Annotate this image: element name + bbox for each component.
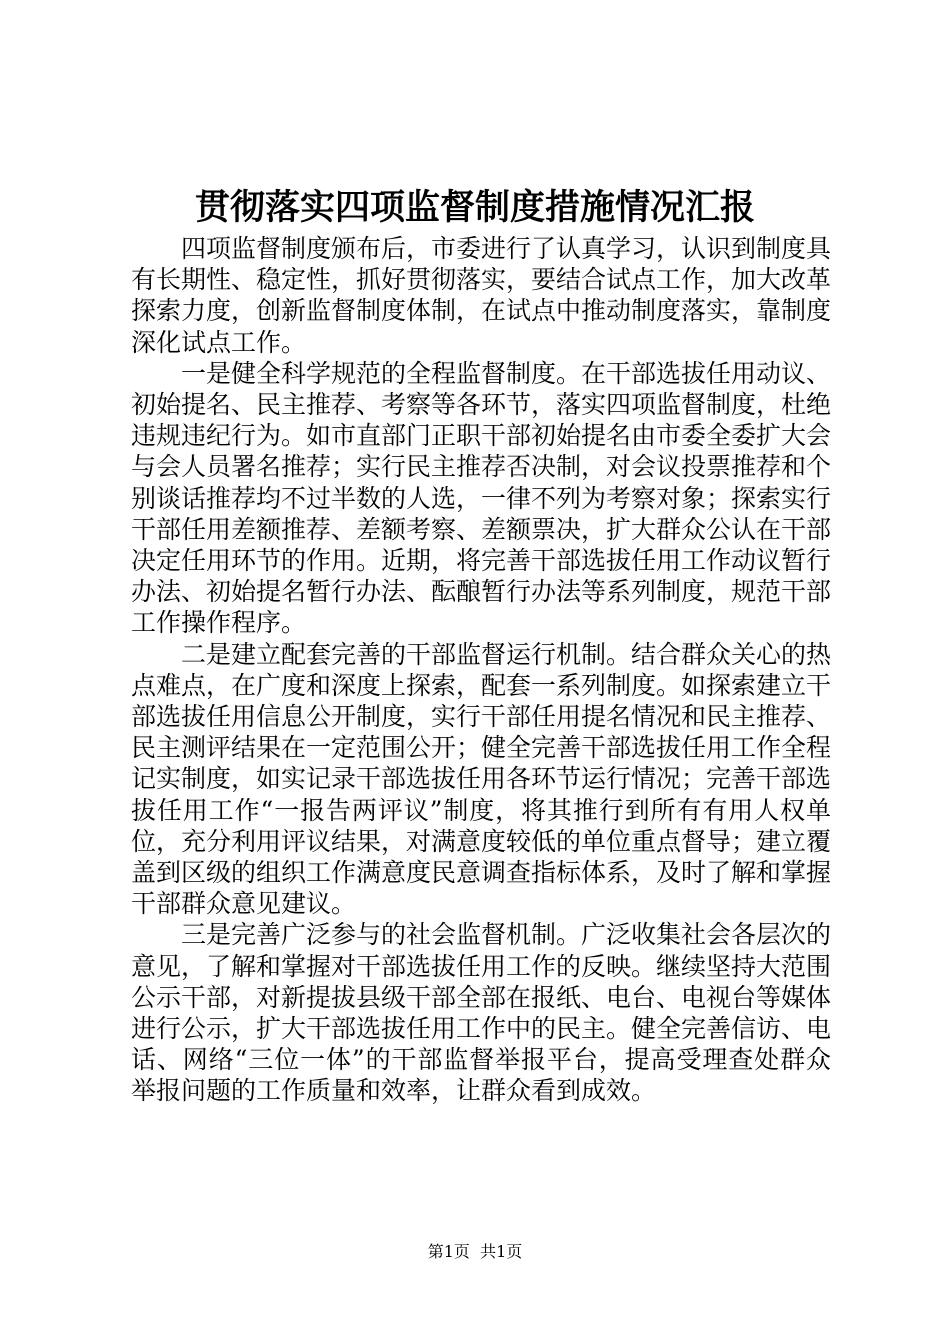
paragraph-point-three: 三是完善广泛参与的社会监督机制。广泛收集社会各层次的意见，了解和掌握对干部选拔任用工作的反映。继续坚持大范围公示干部，对新提拔县级干部全部在报纸、电台、电视台等媒体进行公示，扩大干部选拔任用工作中的民主。健全完善信访、电话、网络“三位一体”的干部监督举报平台，提高受理查处群众举报问题的工作质量和效率，让群众看到成效。 <box>131 920 832 1106</box>
page-footer <box>0 1240 950 1264</box>
paragraph-intro: 四项监督制度颁布后，市委进行了认真学习，认识到制度具有长期性、稳定性，抓好贯彻落实，要结合试点工作，加大改革探索力度，创新监督制度体制，在试点中推动制度落实，靠制度深化试点工作。 <box>131 234 832 357</box>
document-body <box>131 233 831 1107</box>
document-title: 贯彻落实四项监督制度措施情况汇报 <box>194 187 755 228</box>
paragraph-point-two: 二是建立配套完善的干部监督运行机制。结合群众关心的热点难点，在广度和深度上探索，配套一系列制度。如探索建立干部选拔任用信息公开制度，实行干部任用提名情况和民主推荐、民主测评结果在一定范围公开；健全完善干部选拔任用工作全程记实制度，如实记录干部选拔任用各环节运行情况；完善干部选拔任用工作“一报告两评议”制度，将其推行到所有有用人权单位，充分利用评议结果，对满意度较低的单位重点督导；建立覆盖到区级的组织工作满意度民意调查指标体系，及时了解和掌握干部群众意见建议。 <box>131 639 832 919</box>
page-total: 共1页 <box>480 1242 523 1261</box>
paragraph-point-one: 一是健全科学规范的全程监督制度。在干部选拔任用动议、初始提名、民主推荐、考察等各环节，落实四项监督制度，杜绝违规违纪行为。如市直部门正职干部初始提名由市委全委扩大会与会人员署名推荐；实行民主推荐否决制，对会议投票推荐和个别谈话推荐均不过半数的人选，一律不列为考察对象；探索实行干部任用差额推荐、差额考察、差额票决，扩大群众公认在干部决定任用环节的作用。近期，将完善干部选拔任用工作动议暂行办法、初始提名暂行办法、酝酿暂行办法等系列制度，规范干部工作操作程序。 <box>131 358 832 638</box>
page-number: 第1页 <box>427 1242 470 1261</box>
